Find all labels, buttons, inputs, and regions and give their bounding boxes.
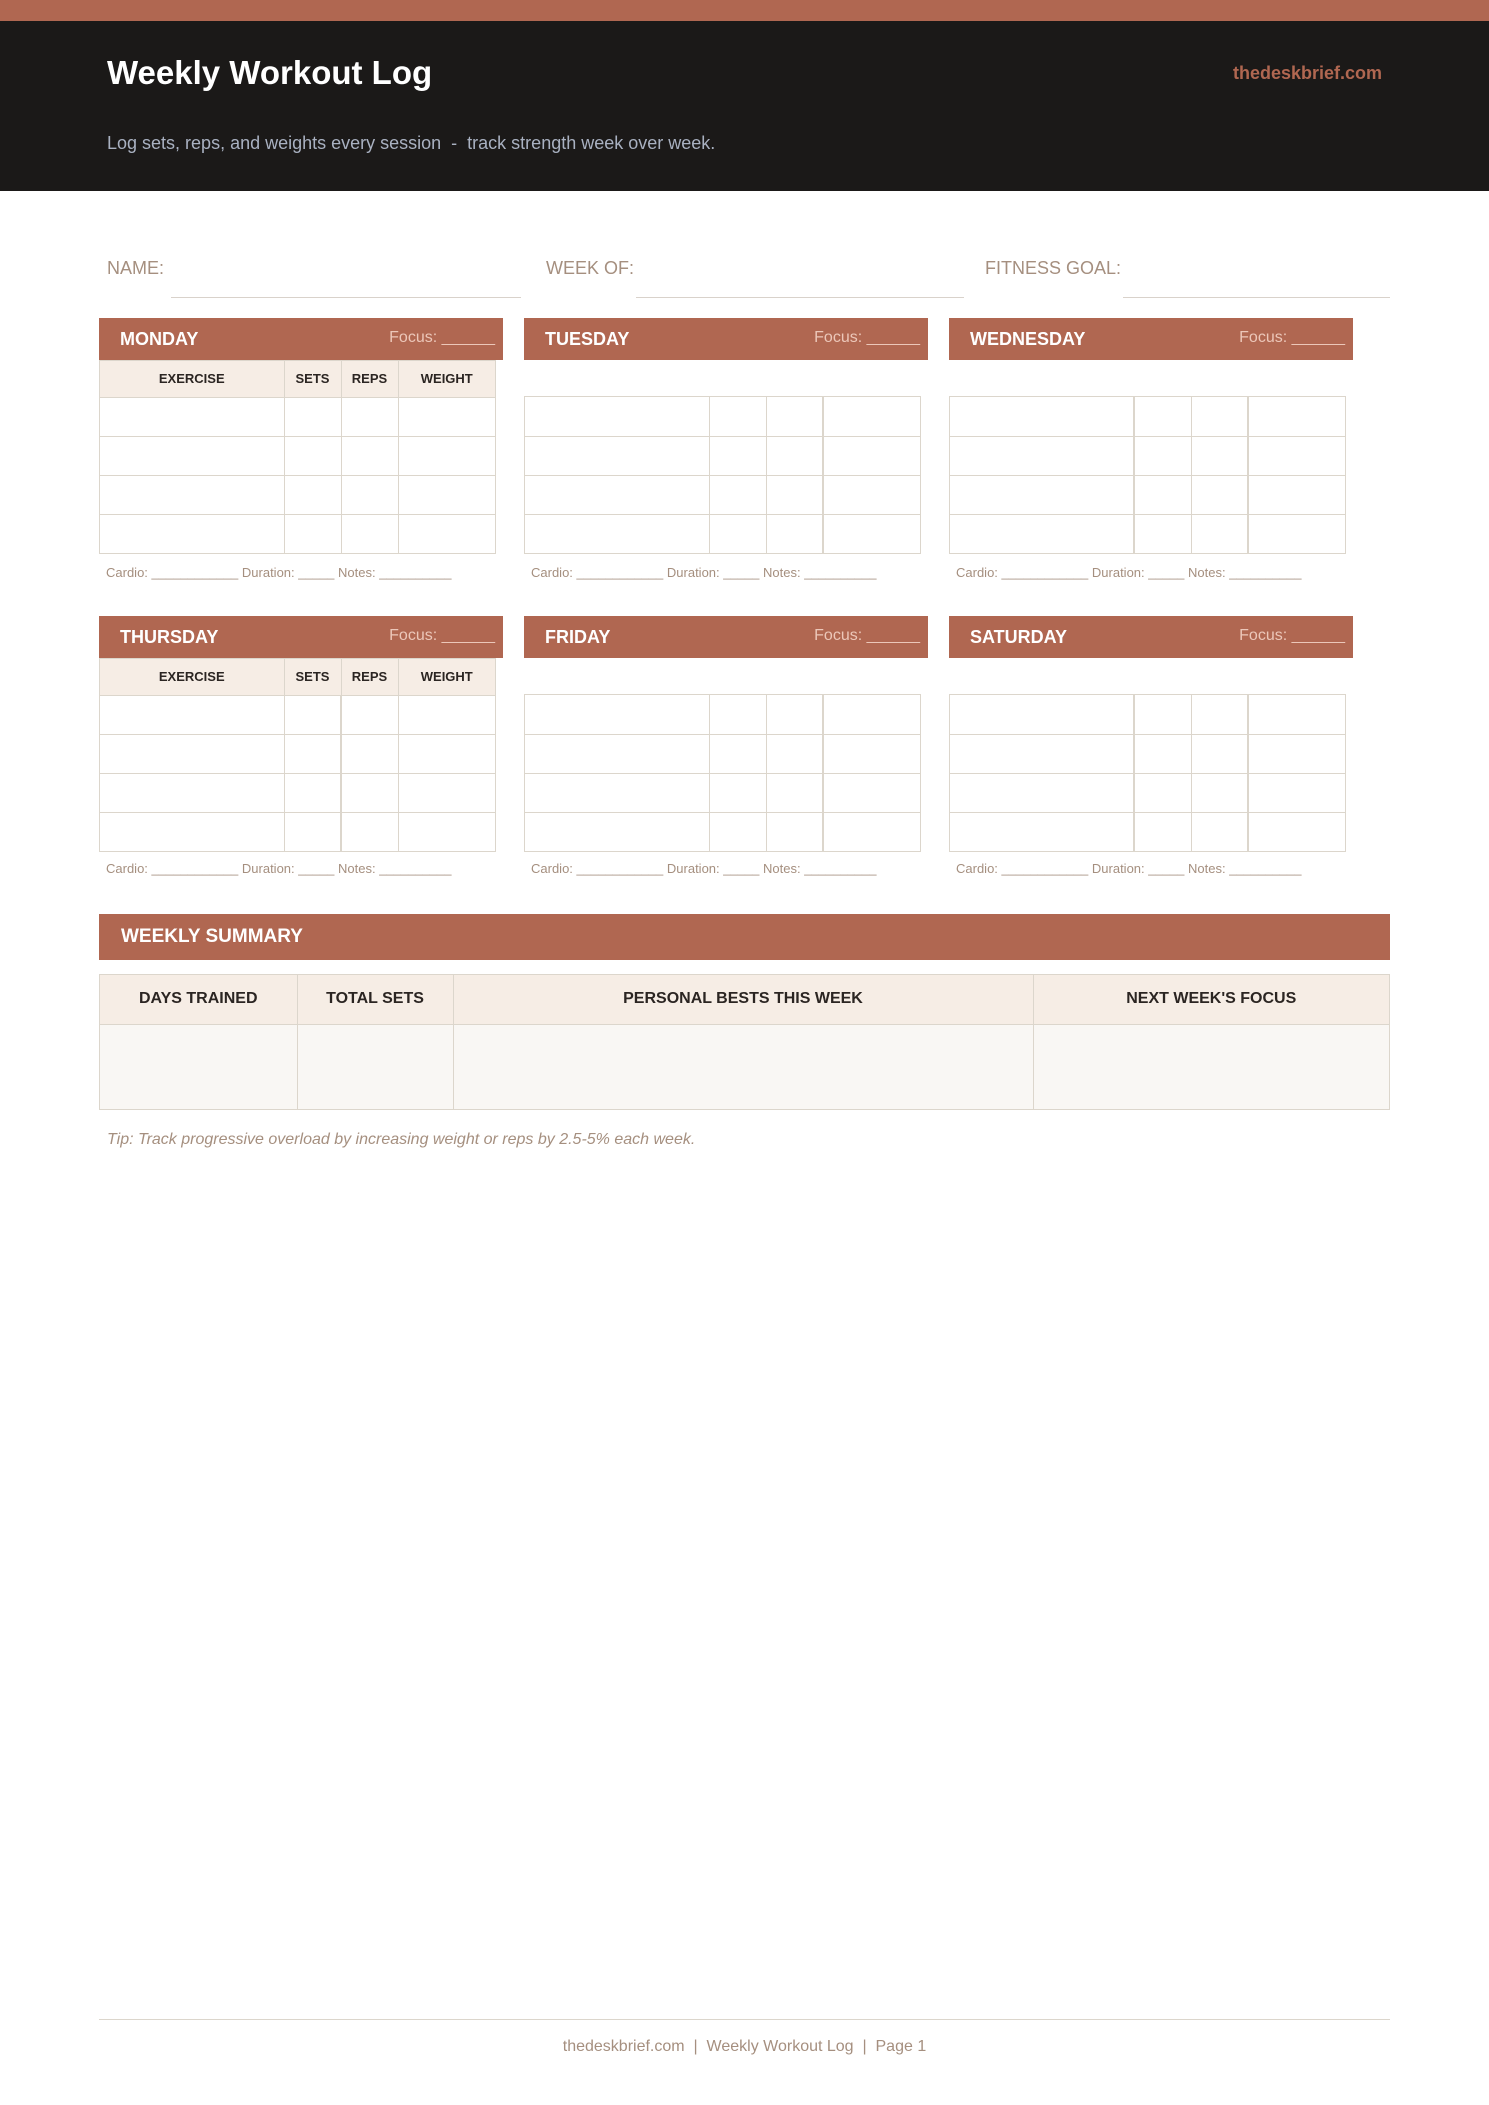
page-header (0, 21, 1489, 191)
sets-cell[interactable] (709, 695, 766, 734)
table-row (100, 514, 495, 553)
exercise-table (949, 694, 1346, 852)
next-week-focus-cell[interactable] (1033, 1024, 1389, 1109)
reps-cell[interactable] (1191, 812, 1248, 851)
exercise-cell[interactable] (100, 695, 284, 734)
table-row (950, 514, 1345, 553)
day-card-tuesday (524, 318, 928, 588)
sets-cell[interactable] (709, 397, 766, 436)
weight-cell[interactable] (1248, 475, 1345, 514)
sets-cell[interactable] (1134, 734, 1191, 773)
table-row (525, 695, 920, 734)
table-row (950, 734, 1345, 773)
table-row (525, 734, 920, 773)
sets-cell[interactable] (1134, 475, 1191, 514)
week-of-field[interactable] (546, 258, 966, 298)
reps-cell[interactable] (341, 812, 398, 851)
sets-cell[interactable] (709, 773, 766, 812)
summary-column-next-week-focus: NEXT WEEK'S FOCUS (1033, 975, 1389, 1024)
focus-field[interactable]: Focus: ______ (389, 627, 495, 644)
weight-cell[interactable] (398, 514, 495, 553)
sets-cell[interactable] (284, 734, 341, 773)
day-name: SATURDAY (970, 627, 1068, 647)
table-row (100, 695, 495, 734)
day-footer-fields[interactable]: Cardio: ____________ Duration: _____ Notes: __________ (956, 565, 1302, 580)
column-header-reps: REPS (341, 361, 398, 397)
day-card-thursday (99, 616, 503, 886)
fitness-goal-line[interactable] (1123, 297, 1390, 298)
summary-column-total-sets: TOTAL SETS (297, 975, 453, 1024)
exercise-table (949, 396, 1346, 554)
fitness-goal-label: FITNESS GOAL: (985, 258, 1122, 278)
exercise-cell[interactable] (525, 695, 709, 734)
table-row (525, 812, 920, 851)
focus-field[interactable]: Focus: ______ (1239, 329, 1345, 346)
table-row (950, 773, 1345, 812)
weight-cell[interactable] (823, 734, 920, 773)
sets-cell[interactable] (284, 514, 341, 553)
reps-cell[interactable] (341, 397, 398, 436)
exercise-cell[interactable] (100, 475, 284, 514)
sets-cell[interactable] (1134, 436, 1191, 475)
table-row (525, 436, 920, 475)
exercise-cell[interactable] (100, 514, 284, 553)
reps-cell[interactable] (341, 734, 398, 773)
day-name: THURSDAY (120, 627, 219, 647)
reps-cell[interactable] (766, 773, 823, 812)
weight-cell[interactable] (398, 397, 495, 436)
days-trained-cell[interactable] (100, 1024, 297, 1109)
weight-cell[interactable] (398, 734, 495, 773)
exercise-cell[interactable] (100, 734, 284, 773)
name-line[interactable] (171, 297, 521, 298)
weight-cell[interactable] (398, 475, 495, 514)
exercise-cell[interactable] (950, 695, 1134, 734)
week-of-label: WEEK OF: (546, 258, 635, 278)
exercise-cell[interactable] (100, 812, 284, 851)
exercise-cell[interactable] (100, 397, 284, 436)
table-row (950, 436, 1345, 475)
page-title: Weekly Workout Log (107, 54, 433, 91)
day-name: FRIDAY (545, 627, 611, 647)
day-card-saturday (949, 616, 1353, 886)
weekly-summary-header (99, 914, 1390, 960)
info-row (0, 258, 1489, 298)
sets-cell[interactable] (1134, 812, 1191, 851)
reps-cell[interactable] (341, 475, 398, 514)
day-footer-fields[interactable]: Cardio: ____________ Duration: _____ Notes: __________ (531, 861, 877, 876)
exercise-cell[interactable] (525, 475, 709, 514)
column-header-weight: WEIGHT (398, 361, 495, 397)
exercise-cell[interactable] (950, 436, 1134, 475)
weight-cell[interactable] (398, 695, 495, 734)
day-card-friday (524, 616, 928, 886)
exercise-table (99, 360, 496, 554)
footer-divider (99, 2019, 1390, 2020)
sets-cell[interactable] (709, 436, 766, 475)
exercise-cell[interactable] (950, 475, 1134, 514)
weight-cell[interactable] (823, 812, 920, 851)
column-header-weight: WEIGHT (398, 659, 495, 695)
column-header-sets: SETS (284, 659, 341, 695)
weight-cell[interactable] (823, 475, 920, 514)
page-subtitle: Log sets, reps, and weights every session - track strength week over week. (107, 133, 716, 153)
total-sets-cell[interactable] (297, 1024, 453, 1109)
week-of-line[interactable] (636, 297, 964, 298)
exercise-cell[interactable] (100, 773, 284, 812)
name-label: NAME: (107, 258, 165, 278)
exercise-table (524, 396, 921, 554)
reps-cell[interactable] (1191, 695, 1248, 734)
sets-cell[interactable] (1134, 695, 1191, 734)
exercise-cell[interactable] (950, 397, 1134, 436)
weight-cell[interactable] (1248, 695, 1345, 734)
focus-field[interactable]: Focus: ______ (814, 329, 920, 346)
weekly-summary-title: WEEKLY SUMMARY (121, 926, 303, 947)
table-row (950, 695, 1345, 734)
weight-cell[interactable] (823, 514, 920, 553)
table-row (525, 514, 920, 553)
day-card-wednesday (949, 318, 1353, 588)
table-row (100, 734, 495, 773)
exercise-cell[interactable] (525, 397, 709, 436)
reps-cell[interactable] (766, 475, 823, 514)
table-row (950, 397, 1345, 436)
weight-cell[interactable] (823, 436, 920, 475)
day-name: WEDNESDAY (970, 329, 1086, 349)
reps-cell[interactable] (766, 397, 823, 436)
day-header (99, 318, 503, 360)
table-row (100, 475, 495, 514)
table-row (525, 397, 920, 436)
exercise-cell[interactable] (950, 514, 1134, 553)
table-row (100, 436, 495, 475)
top-accent-stripe (0, 0, 1489, 21)
sets-cell[interactable] (284, 475, 341, 514)
name-field[interactable] (107, 258, 527, 298)
table-row (100, 773, 495, 812)
reps-cell[interactable] (766, 734, 823, 773)
weight-cell[interactable] (823, 773, 920, 812)
summary-column-personal-bests: PERSONAL BESTS THIS WEEK (453, 975, 1033, 1024)
site-name: thedeskbrief.com (1232, 63, 1382, 83)
sets-cell[interactable] (284, 812, 341, 851)
reps-cell[interactable] (1191, 773, 1248, 812)
reps-cell[interactable] (1191, 397, 1248, 436)
day-header (949, 616, 1353, 658)
exercise-table (99, 658, 496, 852)
sets-cell[interactable] (1134, 773, 1191, 812)
weekly-summary-table (99, 974, 1390, 1110)
day-header (524, 318, 928, 360)
day-name: TUESDAY (545, 329, 630, 349)
exercise-cell[interactable] (525, 734, 709, 773)
table-row (950, 475, 1345, 514)
exercise-cell[interactable] (525, 812, 709, 851)
exercise-table (524, 694, 921, 852)
weight-cell[interactable] (1248, 436, 1345, 475)
reps-cell[interactable] (766, 812, 823, 851)
table-row (100, 1024, 1389, 1109)
weight-cell[interactable] (1248, 812, 1345, 851)
table-row (950, 812, 1345, 851)
sets-cell[interactable] (1134, 397, 1191, 436)
column-header-exercise: EXERCISE (100, 361, 284, 397)
table-row (525, 773, 920, 812)
reps-cell[interactable] (1191, 514, 1248, 553)
reps-cell[interactable] (1191, 734, 1248, 773)
weight-cell[interactable] (1248, 734, 1345, 773)
day-header (524, 616, 928, 658)
sets-cell[interactable] (1134, 514, 1191, 553)
day-name: MONDAY (120, 329, 199, 349)
sets-cell[interactable] (709, 475, 766, 514)
exercise-cell[interactable] (100, 436, 284, 475)
reps-cell[interactable] (341, 514, 398, 553)
exercise-cell[interactable] (525, 773, 709, 812)
reps-cell[interactable] (1191, 475, 1248, 514)
tip-text: Tip: Track progressive overload by increasing weight or reps by 2.5-5% each week. (107, 1131, 696, 1148)
exercise-cell[interactable] (525, 436, 709, 475)
exercise-cell[interactable] (950, 773, 1134, 812)
reps-cell[interactable] (766, 514, 823, 553)
table-row (525, 475, 920, 514)
exercise-cell[interactable] (950, 812, 1134, 851)
column-header-sets: SETS (284, 361, 341, 397)
day-footer-fields[interactable]: Cardio: ____________ Duration: _____ Notes: __________ (956, 861, 1302, 876)
table-row (100, 397, 495, 436)
day-footer-fields[interactable]: Cardio: ____________ Duration: _____ Notes: __________ (106, 565, 452, 580)
sets-cell[interactable] (284, 436, 341, 475)
weight-cell[interactable] (398, 812, 495, 851)
focus-field[interactable]: Focus: ______ (1239, 627, 1345, 644)
reps-cell[interactable] (341, 773, 398, 812)
sets-cell[interactable] (284, 695, 341, 734)
weight-cell[interactable] (1248, 514, 1345, 553)
weight-cell[interactable] (823, 397, 920, 436)
weight-cell[interactable] (1248, 397, 1345, 436)
reps-cell[interactable] (341, 695, 398, 734)
column-header-reps: REPS (341, 659, 398, 695)
focus-field[interactable]: Focus: ______ (389, 329, 495, 346)
sets-cell[interactable] (709, 812, 766, 851)
weight-cell[interactable] (823, 695, 920, 734)
personal-bests-cell[interactable] (453, 1024, 1033, 1109)
exercise-cell[interactable] (950, 734, 1134, 773)
fitness-goal-field[interactable] (985, 258, 1390, 298)
weight-cell[interactable] (398, 436, 495, 475)
weight-cell[interactable] (398, 773, 495, 812)
column-header-exercise: EXERCISE (100, 659, 284, 695)
reps-cell[interactable] (766, 695, 823, 734)
day-header (949, 318, 1353, 360)
table-row (100, 812, 495, 851)
sets-cell[interactable] (709, 514, 766, 553)
reps-cell[interactable] (1191, 436, 1248, 475)
sets-cell[interactable] (709, 734, 766, 773)
day-footer-fields[interactable]: Cardio: ____________ Duration: _____ Notes: __________ (531, 565, 877, 580)
reps-cell[interactable] (766, 436, 823, 475)
day-card-monday (99, 318, 503, 588)
sets-cell[interactable] (284, 397, 341, 436)
day-header (99, 616, 503, 658)
exercise-cell[interactable] (525, 514, 709, 553)
focus-field[interactable]: Focus: ______ (814, 627, 920, 644)
day-footer-fields[interactable]: Cardio: ____________ Duration: _____ Notes: __________ (106, 861, 452, 876)
page-footer: thedeskbrief.com | Weekly Workout Log | Page 1 (562, 2038, 927, 2055)
reps-cell[interactable] (341, 436, 398, 475)
sets-cell[interactable] (284, 773, 341, 812)
summary-column-days-trained: DAYS TRAINED (100, 975, 297, 1024)
weight-cell[interactable] (1248, 773, 1345, 812)
